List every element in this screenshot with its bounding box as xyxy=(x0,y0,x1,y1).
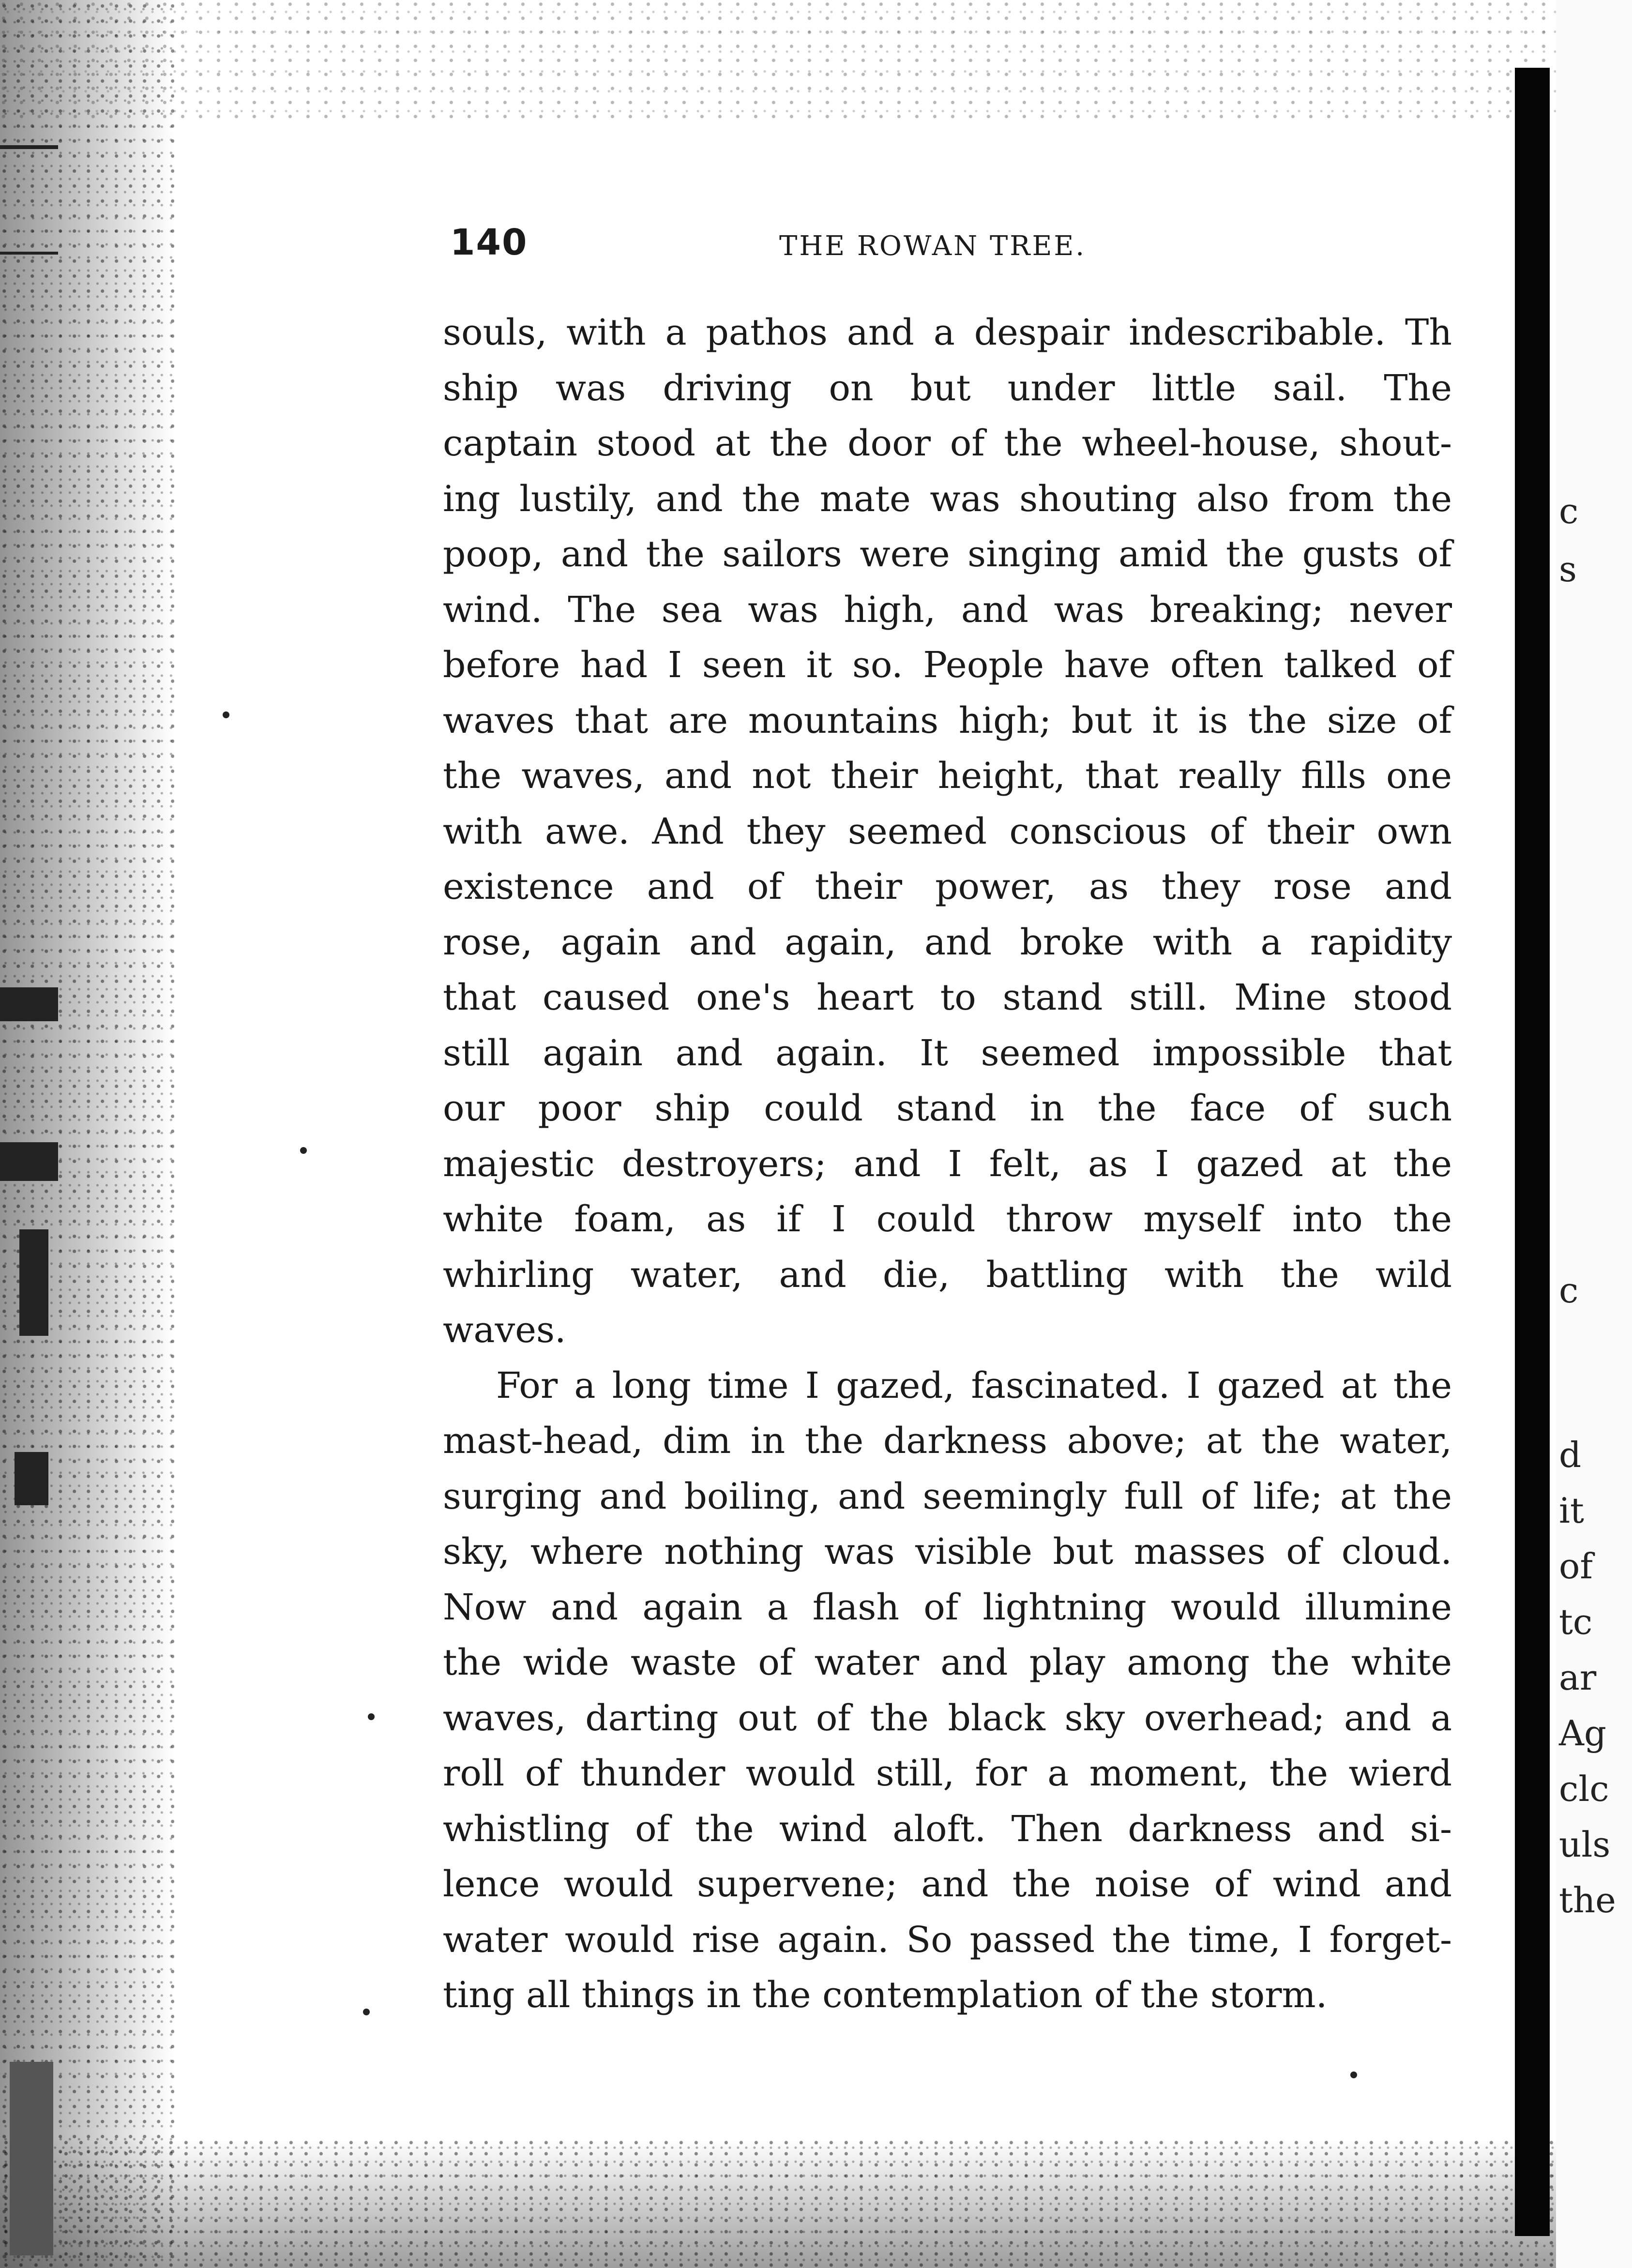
text-line: existence and of their power, as they rose and xyxy=(443,866,1452,907)
text-line: ing lustily, and the mate was shouting also from the xyxy=(443,478,1452,520)
ink-speck xyxy=(223,711,229,718)
text-line: waves, darting out of the black sky overhead; and a xyxy=(443,1697,1452,1739)
text-line: rose, again and again, and broke with a rapidity xyxy=(443,921,1452,963)
scan-edge-marks xyxy=(0,0,77,2268)
paragraph xyxy=(443,305,1452,1358)
ink-speck xyxy=(368,1713,375,1720)
facing-page-fragment: d xyxy=(1559,1435,1582,1475)
facing-page-fragment: clc xyxy=(1559,1769,1609,1809)
facing-page-fragment: the xyxy=(1559,1880,1616,1920)
facing-page-fragment: tc xyxy=(1559,1602,1593,1642)
running-head: THE ROWAN TREE. xyxy=(779,230,1087,262)
facing-page-fragment: s xyxy=(1559,549,1577,590)
facing-page-fragment: of xyxy=(1559,1546,1593,1587)
text-line: whirling water, and die, battling with the wild xyxy=(443,1254,1452,1296)
text-line: our poor ship could stand in the face of such xyxy=(443,1088,1452,1129)
text-line: before had I seen it so. People have often talked of xyxy=(443,644,1452,686)
text-line: captain stood at the door of the wheel-house, shout- xyxy=(443,423,1452,464)
text-line: water would rise again. So passed the time, I forget- xyxy=(443,1919,1452,1961)
text-line: roll of thunder would still, for a moment, the wierd xyxy=(443,1753,1452,1794)
text-line: majestic destroyers; and I felt, as I gazed at the xyxy=(443,1143,1452,1185)
text-line: poop, and the sailors were singing amid the gusts of xyxy=(443,533,1452,575)
facing-page-fragment: c xyxy=(1559,491,1579,531)
text-line: wind. The sea was high, and was breaking; never xyxy=(443,589,1452,631)
scan-noise-top xyxy=(0,0,1632,126)
facing-page-fragment: c xyxy=(1559,1270,1579,1311)
page-number: 140 xyxy=(450,222,528,263)
text-line: still again and again. It seemed impossible that xyxy=(443,1032,1452,1074)
body-text xyxy=(443,305,1452,2023)
page-header xyxy=(450,222,1466,280)
text-line: white foam, as if I could throw myself into the xyxy=(443,1198,1452,1240)
paragraph xyxy=(443,1358,1452,2023)
facing-page-fragment: ar xyxy=(1559,1657,1597,1698)
text-line: waves. xyxy=(443,1309,566,1351)
text-line: waves that are mountains high; but it is the size of xyxy=(443,699,1452,741)
ink-speck xyxy=(300,1147,307,1154)
text-line: the waves, and not their height, that really fills one xyxy=(443,755,1452,797)
text-line: that caused one's heart to stand still. Mine stood xyxy=(443,977,1452,1018)
ink-speck xyxy=(363,2009,370,2015)
text-line: mast-head, dim in the darkness above; at the water, xyxy=(443,1420,1452,1462)
text-line: the wide waste of water and play among the white xyxy=(443,1642,1452,1683)
scan-noise-bottom xyxy=(0,2139,1632,2268)
text-line: souls, with a pathos and a despair indescribable. Th xyxy=(443,312,1452,353)
text-line: ship was driving on but under little sail. The xyxy=(443,367,1452,409)
text-line: sky, where nothing was visible but masses of cloud. xyxy=(443,1531,1452,1572)
text-line: with awe. And they seemed conscious of their own xyxy=(443,810,1452,852)
text-line: surging and boiling, and seemingly full of life; at the xyxy=(443,1475,1452,1517)
facing-page-edge xyxy=(1556,0,1632,2268)
facing-page-fragment: uls xyxy=(1559,1824,1611,1865)
book-spine-shadow xyxy=(1515,68,1550,2236)
facing-page-fragment: Ag xyxy=(1559,1713,1607,1754)
text-line: For a long time I gazed, fascinated. I gazed at the xyxy=(496,1364,1452,1406)
text-line: ting all things in the contemplation of the storm. xyxy=(443,1974,1328,2016)
text-line: whistling of the wind aloft. Then darkness and si- xyxy=(443,1808,1452,1850)
ink-speck xyxy=(1350,2071,1357,2078)
text-line: lence would supervene; and the noise of wind and xyxy=(443,1863,1452,1905)
facing-page-fragment: it xyxy=(1559,1490,1584,1531)
text-line: Now and again a flash of lightning would illumine xyxy=(443,1586,1452,1628)
